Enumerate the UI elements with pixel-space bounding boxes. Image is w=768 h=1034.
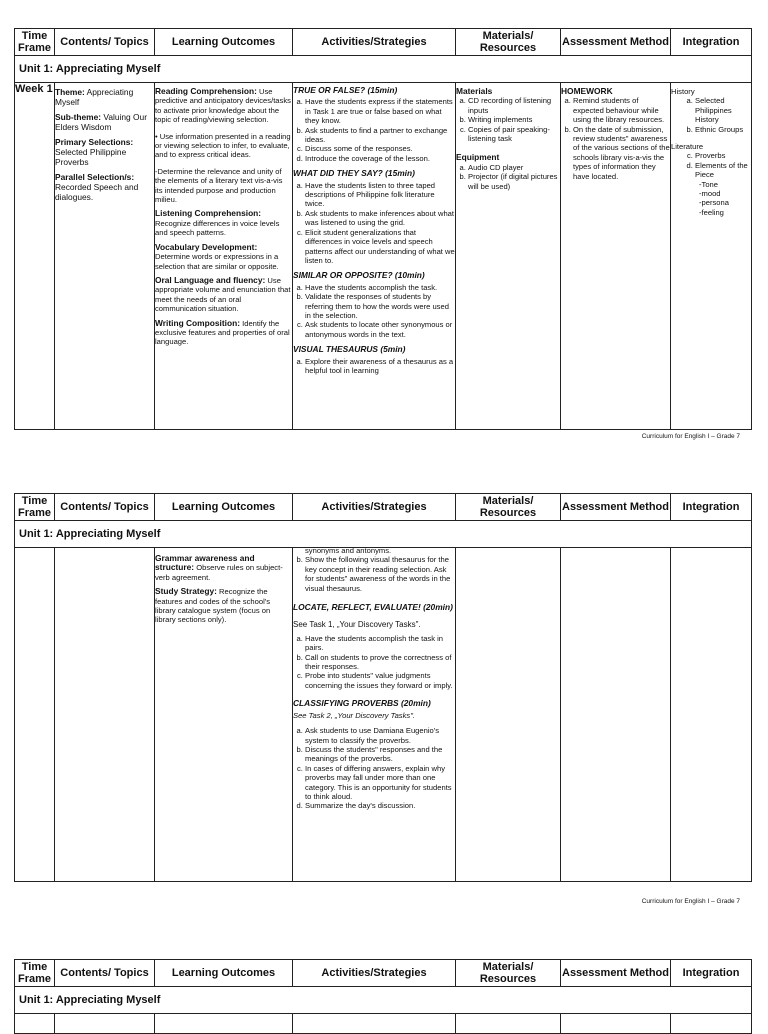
list-item: d. Summarize the day's discussion. (305, 801, 455, 810)
integration-cell (671, 83, 752, 430)
writing-label: Writing Composition: (155, 317, 240, 328)
curriculum-table-page-1 (14, 28, 752, 430)
header-activities: Activities/Strategies (293, 29, 456, 56)
list-item: b. Show the following visual thesaurus for the key concept in their reading selection. Ask for students" awareness of the words in the visual thesaurus. (305, 555, 455, 593)
list-item: a. Remind students of expected behaviour while using the library resources. (573, 96, 670, 124)
literature-sub-item: -feeling (699, 207, 724, 217)
literature-label: Literature (671, 142, 704, 152)
list-item: a. Ask students to use Damiana Eugenio's system to classify the proverbs. (305, 726, 455, 745)
contents-cell (55, 548, 155, 882)
study-label: Study Strategy: (155, 586, 217, 597)
literature-sub-item: -Tone (699, 179, 718, 189)
unit-row (15, 987, 752, 1014)
list-item: b. On the date of submission, review students" awareness of the various sections of the schools library vis-a-vis the types of information they have located. (573, 125, 670, 181)
activity-note: See Task 1, „Your Discovery Tasks". (293, 620, 421, 630)
header-outcomes: Learning Outcomes (155, 29, 293, 56)
header-contents: Contents/ Topics (55, 29, 155, 56)
parallel-value: Recorded Speech and dialogues. (55, 182, 139, 202)
grammar-text: Observe rules on subject-verb agreement. (155, 563, 283, 582)
list-item: c. Discuss some of the responses. (305, 144, 455, 153)
assessment-cell (561, 548, 671, 882)
history-list (671, 96, 751, 134)
page-footer: Curriculum for English I – Grade 7 (641, 433, 740, 440)
subtheme-label: Sub-theme: (55, 112, 102, 122)
list-item: c. Elicit student generalizations that differences in voice levels and speech patterns affect our understanding of what we listen to. (305, 228, 455, 266)
activity-list (293, 555, 455, 593)
list-item: a. Have the students accomplish the task in pairs. (305, 634, 455, 653)
curriculum-table-page-2 (14, 493, 752, 882)
unit-row (15, 56, 752, 83)
header-contents: Contents/ Topics (55, 960, 155, 987)
activity-note: See Task 2, „Your Discovery Tasks". (293, 710, 415, 720)
theme-label: Theme: (55, 87, 85, 97)
header-row (15, 29, 752, 56)
header-materials: Materials/ Resources (456, 494, 561, 521)
vocab-text: Determine words or expressions in a selection that are similar or opposite. (155, 252, 279, 271)
page-footer: Curriculum for English I – Grade 7 (641, 898, 740, 905)
list-item: d. Elements of the Piece (695, 161, 751, 180)
list-item: a. Have the students listen to three taped descriptions of Philippine folk literature twice. (305, 181, 455, 209)
listening-text: Recognize differences in voice levels and speech patterns. (155, 218, 280, 238)
outcomes-cell (155, 83, 293, 430)
list-item: d. Introduce the coverage of the lesson. (305, 154, 455, 163)
week-row (15, 83, 752, 430)
list-item: b. Writing implements (468, 115, 560, 124)
list-item: b. Ask students to make inferences about what was listened to using the grid. (305, 209, 455, 228)
header-activities: Activities/Strategies (293, 960, 456, 987)
activity-list (293, 634, 455, 690)
list-item: a. CD recording of listening inputs (468, 96, 560, 115)
week-label: Week 1 (15, 83, 55, 430)
header-integration: Integration (671, 494, 752, 521)
reading-label: Reading Comprehension: (155, 86, 257, 96)
header-row (15, 960, 752, 987)
primary-value: Selected Philippine Proverbs (55, 147, 127, 167)
activity-title: SIMILAR OR OPPOSITE? (10min) (293, 270, 425, 281)
unit-title: Unit 1: Appreciating Myself (15, 56, 752, 83)
history-label: History (671, 87, 695, 96)
grammar-label: Grammar awareness and structure: (155, 553, 255, 573)
header-outcomes: Learning Outcomes (155, 494, 293, 521)
homework-label: HOMEWORK (561, 86, 613, 96)
list-item: a. Explore their awareness of a thesaurus as a helpful tool in learning (305, 357, 455, 376)
header-integration: Integration (671, 29, 752, 56)
list-item: b. Call on students to prove the correctness of their responses. (305, 653, 455, 672)
activities-cell (293, 83, 456, 430)
list-item: c. Copies of pair speaking-listening task (468, 125, 560, 144)
oral-label: Oral Language and fluency: (155, 274, 266, 285)
header-time-frame: Time Frame (15, 494, 55, 521)
header-assessment: Assessment Method (561, 960, 671, 987)
header-materials: Materials/ Resources (456, 960, 561, 987)
activity-list (293, 726, 455, 811)
writing-text: Identify the exclusive features and properties of oral language. (155, 318, 290, 347)
outcomes-cell (155, 548, 293, 882)
header-activities: Activities/Strategies (293, 494, 456, 521)
literature-sub-item: -mood (699, 189, 721, 199)
activity-title: VISUAL THESAURUS (5min) (293, 344, 406, 355)
reading-text: Use predictive and anticipatory devices/tasks to activate prior knowledge about the topic of reading/viewing selection. (155, 87, 291, 125)
materials-label: Materials (456, 86, 493, 96)
header-integration: Integration (671, 960, 752, 987)
header-materials: Materials/ Resources (456, 29, 561, 56)
time-frame-cell (15, 548, 55, 882)
header-outcomes: Learning Outcomes (155, 960, 293, 987)
homework-list (561, 96, 670, 181)
list-item: a. Have the students express if the statements in Task 1 are true or false based on what they know. (305, 97, 455, 125)
primary-label: Primary Selections: (55, 137, 134, 147)
listening-label: Listening Comprehension: (155, 208, 262, 219)
unit-row (15, 521, 752, 548)
list-item: a. Selected Philippines History (695, 96, 751, 124)
list-item: b. Validate the responses of students by referring them to how the words were used in the selection. (305, 292, 455, 320)
reading-text-3: -Determine the relevance and unity of the elements of a literary text vis-a-vis its intended purpose and production milieu. (155, 166, 283, 205)
activity-title: WHAT DID THEY SAY? (15min) (293, 168, 415, 179)
vocab-label: Vocabulary Development: (155, 241, 258, 252)
activities-cell (293, 548, 456, 882)
list-item: a. Have the students accomplish the task. (305, 283, 455, 292)
unit-title: Unit 1: Appreciating Myself (15, 521, 752, 548)
header-time-frame: Time Frame (15, 960, 55, 987)
equipment-list (456, 163, 560, 191)
activity-title: LOCATE, REFLECT, EVALUATE! (20min) (293, 602, 453, 613)
assessment-cell (561, 83, 671, 430)
header-time-frame: Time Frame (15, 29, 55, 56)
oral-text: Use appropriate volume and enunciation that meet the needs of an oral communication situation. (155, 275, 291, 314)
subtheme-value: Valuing Our Elders Wisdom (55, 112, 147, 132)
activity-list (293, 357, 455, 376)
equipment-label: Equipment (456, 152, 500, 163)
list-item: c. Ask students to locate other synonymous or antonymous words in the text. (305, 320, 455, 339)
header-contents: Contents/ Topics (55, 494, 155, 521)
study-text: Recognize the features and codes of the school's library catalogue system (focus on library sections only). (155, 587, 271, 625)
reading-text-2: • Use information presented in a reading or viewing selection to infer, to evaluate, and to express critical ideas. (155, 131, 291, 160)
activity-list (293, 283, 455, 339)
activity-list (293, 97, 455, 163)
activity-title: CLASSIFYING PROVERBS (20min) (293, 698, 431, 709)
materials-cell (456, 83, 561, 430)
integration-cell (671, 548, 752, 882)
week-row (15, 548, 752, 882)
literature-list (671, 151, 751, 179)
curriculum-table-page-3 (14, 959, 752, 1034)
header-assessment: Assessment Method (561, 29, 671, 56)
theme-value: Appreciating Myself (55, 87, 134, 107)
header-row (15, 494, 752, 521)
continued-text: synonyms and antonyms. (305, 547, 392, 555)
list-item: b. Ethnic Groups (695, 125, 751, 134)
materials-list (456, 96, 560, 143)
list-item: b. Discuss the students" responses and the meanings of the proverbs. (305, 745, 455, 764)
parallel-label: Parallel Selection/s: (55, 172, 135, 182)
list-item: b. Projector (if digital pictures will be used) (468, 172, 560, 191)
list-item: b. Ask students to find a partner to exchange ideas. (305, 126, 455, 145)
activity-title: TRUE OR FALSE? (15min) (293, 85, 398, 95)
header-assessment: Assessment Method (561, 494, 671, 521)
list-item: c. In cases of differing answers, explain why proverbs may fall under more than one category. This is an opportunity for students to think aloud. (305, 764, 455, 802)
list-item: c. Proverbs (695, 151, 751, 160)
list-item: a. Audio CD player (468, 163, 560, 172)
literature-sub-item: -persona (699, 198, 729, 208)
unit-title: Unit 1: Appreciating Myself (15, 987, 752, 1014)
materials-cell (456, 548, 561, 882)
list-item: c. Probe into students" value judgments concerning the issues they forward or imply. (305, 671, 455, 690)
contents-cell (55, 83, 155, 430)
activity-list (293, 181, 455, 266)
